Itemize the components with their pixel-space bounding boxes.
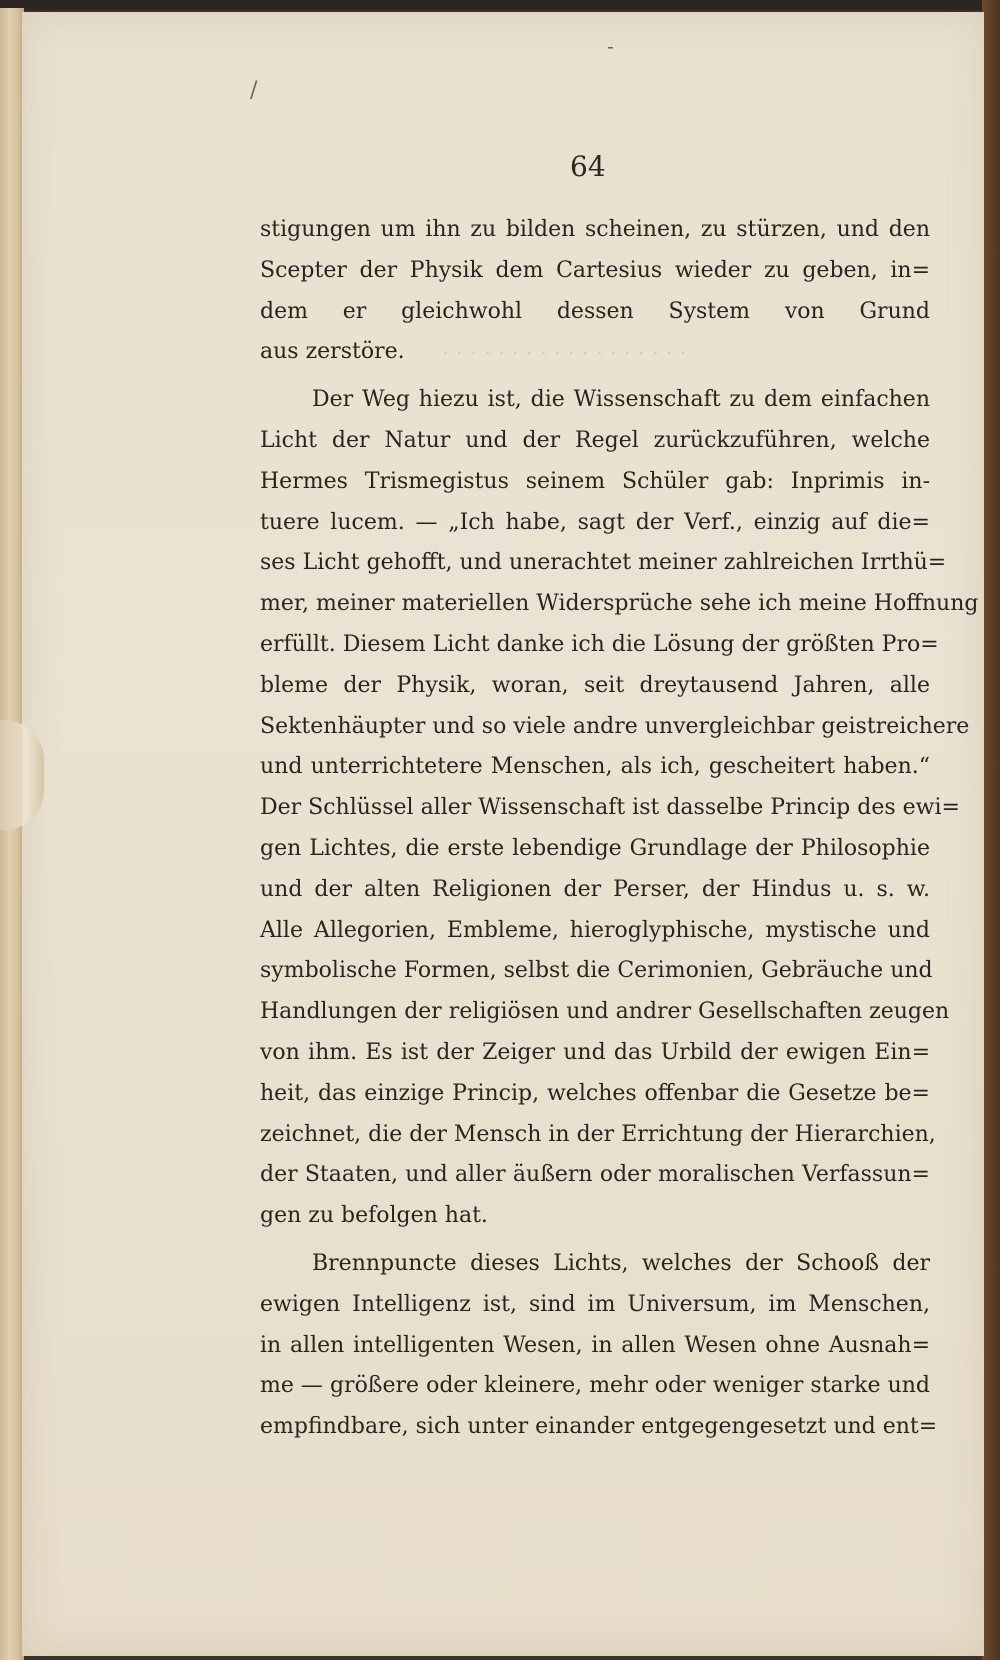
paragraph bbox=[260, 1244, 938, 1448]
page-number: 64 bbox=[570, 150, 606, 183]
text-line: und der alten Religionen der Perser, der Hindus u. s. w. bbox=[260, 876, 930, 902]
paragraph bbox=[260, 210, 930, 373]
text-line: bleme der Physik, woran, seit dreytausend Jahren, alle bbox=[260, 672, 930, 698]
text-line: heit, das einzige Princip, welches offenbar die Gesetze be= bbox=[260, 1080, 930, 1106]
text-line: der Staaten, und aller äußern oder moralischen Verfassun= bbox=[260, 1162, 930, 1188]
text-line: Alle Allegorien, Embleme, hieroglyphische, mystische und bbox=[260, 917, 930, 943]
text-line: Scepter der Physik dem Cartesius wieder zu geben, in= bbox=[260, 257, 930, 283]
body-text bbox=[260, 210, 979, 1448]
text-line: erfüllt. Diesem Licht danke ich die Lösung der größten Pro= bbox=[260, 631, 939, 657]
text-line: Sektenhäupter und so viele andre unvergleichbar geistreichere bbox=[260, 713, 970, 739]
text-line: ewigen Intelligenz ist, sind im Universum, im Menschen, bbox=[260, 1291, 930, 1317]
text-line: Brennpuncte dieses Lichts, welches der Schooß der bbox=[312, 1250, 930, 1276]
text-line: symbolische Formen, selbst die Cerimonien, Gebräuche und bbox=[260, 958, 933, 984]
text-line: gen Lichtes, die erste lebendige Grundlage der Philosophie bbox=[260, 835, 930, 861]
text-line: und unterrichtetere Menschen, als ich, gescheitert haben.“ bbox=[260, 754, 930, 780]
text-line: stigungen um ihn zu bilden scheinen, zu stürzen, und den bbox=[260, 217, 930, 242]
corner-mark: / bbox=[250, 78, 258, 103]
text-line: dem er gleichwohl dessen System von Grund bbox=[260, 298, 930, 324]
book-page-edges bbox=[0, 8, 24, 1660]
text-line: Licht der Natur und der Regel zurückzuführen, welche bbox=[260, 427, 930, 453]
book-cover-edge bbox=[982, 0, 1000, 1660]
text-line: tuere lucem. — „Ich habe, sagt der Verf., einzig auf die= bbox=[260, 509, 930, 535]
text-line: mer, meiner materiellen Widersprüche sehe ich meine Hoffnung bbox=[260, 591, 979, 617]
text-line: Handlungen der religiösen und andrer Gesellschaften zeugen bbox=[260, 999, 950, 1025]
text-line: gen zu befolgen hat. bbox=[260, 1203, 488, 1229]
scanner-top-edge bbox=[0, 0, 1000, 10]
show-through-text: · · · · · · · · · · · · · · · · · · bbox=[442, 342, 687, 367]
text-line: empfindbare, sich unter einander entgegengesetzt und ent= bbox=[260, 1414, 938, 1440]
text-line: Der Weg hiezu ist, die Wissenschaft zu dem einfachen bbox=[312, 387, 930, 413]
text-line: me — größere oder kleinere, mehr oder weniger starke und bbox=[260, 1373, 930, 1399]
text-line: Hermes Trismegistus seinem Schüler gab: Inprimis in- bbox=[260, 468, 930, 494]
text-line: zeichnet, die der Mensch in der Errichtung der Hierarchien, bbox=[260, 1121, 936, 1147]
text-line: in allen intelligenten Wesen, in allen Wesen ohne Ausnah= bbox=[260, 1332, 930, 1358]
paragraph bbox=[260, 380, 979, 1237]
text-line: aus zerstöre. bbox=[260, 339, 405, 365]
text-line: Der Schlüssel aller Wissenschaft ist dasselbe Princip des ewi= bbox=[260, 795, 960, 821]
top-mark: - bbox=[607, 34, 614, 58]
text-line: ses Licht gehofft, und unerachtet meiner zahlreichen Irrthü= bbox=[260, 550, 947, 576]
text-line: von ihm. Es ist der Zeiger und das Urbild der ewigen Ein= bbox=[260, 1039, 930, 1065]
page-paper bbox=[22, 12, 984, 1656]
